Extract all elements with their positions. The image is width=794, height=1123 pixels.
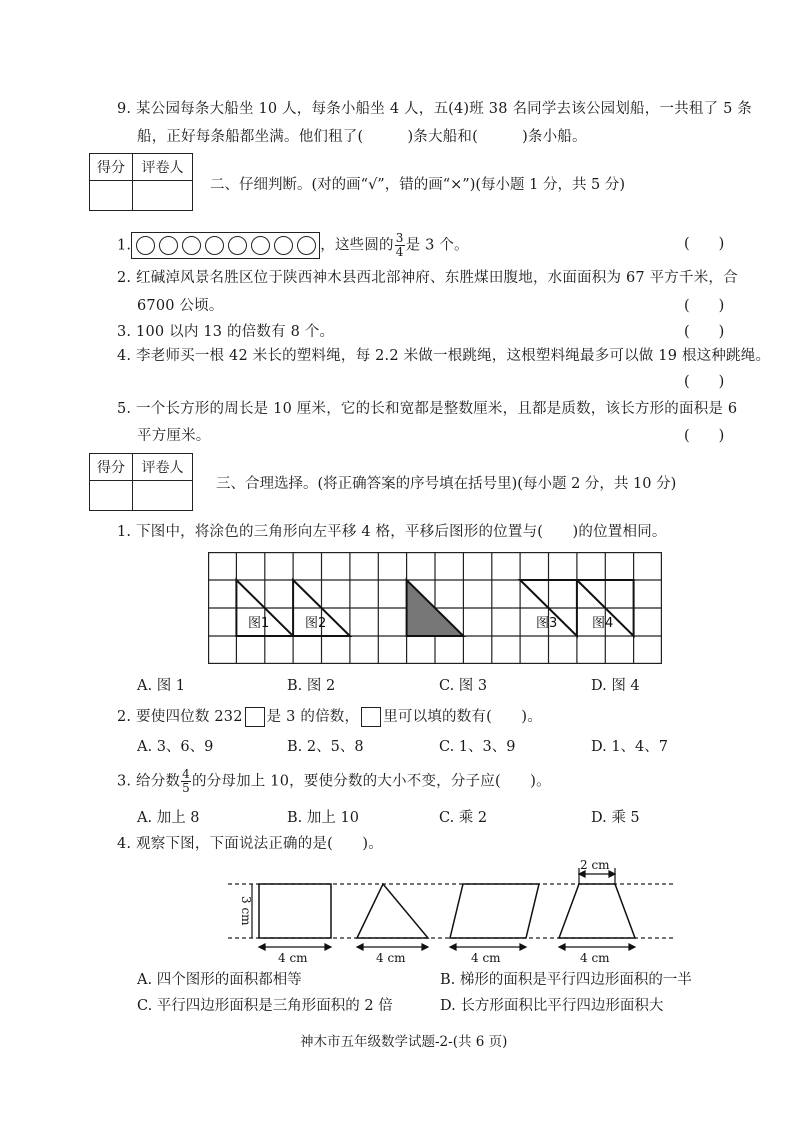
section3-title: 三、合理选择。(将正确答案的序号填在括号里)(每小题 2 分，共 10 分) <box>216 476 677 492</box>
sec3-q1-option-d[interactable]: D. 图 4 <box>591 678 640 694</box>
height-label: 3 cm <box>239 896 253 926</box>
sec2-q2-line-2: 6700 公顷。 <box>137 298 224 314</box>
translation-grid-figure <box>208 552 662 664</box>
circles-box <box>131 232 320 259</box>
sec2-q5-line-2: 平方厘米。 <box>137 428 211 444</box>
answer-paren-3[interactable]: ( ) <box>684 324 725 340</box>
grader-cell[interactable] <box>133 481 193 511</box>
sec2-q1-num: 1. <box>117 237 132 254</box>
sec2-q1 <box>117 232 469 259</box>
sec3-q2-text-c: 里可以填的数有( )。 <box>383 709 542 725</box>
sec3-q1-option-c[interactable]: C. 图 3 <box>439 678 488 694</box>
sec2-q3: 3. 100 以内 13 的倍数有 8 个。 <box>117 324 335 340</box>
circle-7 <box>274 236 293 255</box>
label-fig1: 图1 <box>248 616 270 631</box>
page-footer: 神木市五年级数学试题-2-(共 6 页) <box>300 1034 508 1050</box>
triangle-shape <box>357 884 428 938</box>
base-label-parallelogram: 4 cm <box>471 951 501 965</box>
sec3-q3-option-d[interactable]: D. 乘 5 <box>591 810 640 826</box>
blank-box <box>361 707 381 727</box>
fraction-4-5: $\frac{4}{5}$ <box>182 767 190 795</box>
circle-6 <box>251 236 270 255</box>
base-label-rect: 4 cm <box>278 951 308 965</box>
shapes-area-figure <box>228 858 682 970</box>
circle-1 <box>136 236 155 255</box>
base-label-trapezoid: 4 cm <box>580 951 610 965</box>
sec3-q3-text-b: 的分母加上 10，要使分数的大小不变，分子应( )。 <box>192 773 551 790</box>
sec3-q4-option-a[interactable]: A. 四个图形的面积都相等 <box>137 972 302 988</box>
q9-line-2: 船，正好每条船都坐满。他们租了( )条大船和( )条小船。 <box>137 129 587 145</box>
sec3-q4-option-b[interactable]: B. 梯形的面积是平行四边形面积的一半 <box>440 972 692 988</box>
top-label-trapezoid: 2 cm <box>580 858 610 872</box>
score-label: 得分 <box>90 154 133 181</box>
label-fig2: 图2 <box>305 616 327 631</box>
sec2-q1-text-before: ，这些圆的 <box>320 237 394 254</box>
score-label: 得分 <box>90 454 133 481</box>
circle-5 <box>228 236 247 255</box>
sec3-q3-option-c[interactable]: C. 乘 2 <box>439 810 488 826</box>
sec3-q4-option-d[interactable]: D. 长方形面积比平行四边形面积大 <box>440 998 664 1014</box>
sec3-q1: 1. 下图中，将涂色的三角形向左平移 4 格，平移后图形的位置与( )的位置相同。 <box>117 524 667 540</box>
fraction-3-4: $\frac{3}{4}$ <box>395 231 404 259</box>
sec3-q4-option-c[interactable]: C. 平行四边形面积是三角形面积的 2 倍 <box>137 998 393 1014</box>
parallelogram-shape <box>450 884 539 938</box>
sec3-q3-option-b[interactable]: B. 加上 10 <box>287 810 359 826</box>
circle-2 <box>159 236 178 255</box>
label-fig3: 图3 <box>536 616 558 631</box>
circle-8 <box>297 236 316 255</box>
trapezoid-shape <box>559 884 635 938</box>
grader-label: 评卷人 <box>133 454 193 481</box>
sec3-q2-option-d[interactable]: D. 1、4、7 <box>591 739 669 755</box>
label-fig4: 图4 <box>592 616 614 631</box>
sec2-q2-line-1: 2. 红碱淖风景名胜区位于陕西神木县西北部神府、东胜煤田腹地，水面面积为 67 平方千米，合 <box>117 270 738 286</box>
grader-cell[interactable] <box>133 181 193 211</box>
score-box-sec3 <box>89 453 193 511</box>
base-label-triangle: 4 cm <box>376 951 406 965</box>
sec3-q3 <box>117 768 551 795</box>
sec2-q4: 4. 李老师买一根 42 米长的塑料绳，每 2.2 米做一根跳绳，这根塑料绳最多可以做 19 根这种跳绳。 <box>117 348 771 364</box>
circle-4 <box>205 236 224 255</box>
sec3-q2-option-a[interactable]: A. 3、6、9 <box>137 739 214 755</box>
q9-line-1: 9. 某公园每条大船坐 10 人，每条小船坐 4 人，五(4)班 38 名同学去该公园划船，一共租了 5 条 <box>117 101 753 117</box>
sec3-q4: 4. 观察下图，下面说法正确的是( )。 <box>117 836 383 852</box>
sec3-q2-option-b[interactable]: B. 2、5、8 <box>287 739 364 755</box>
sec3-q2-text-b: 是 3 的倍数， <box>266 709 360 725</box>
sec3-q2 <box>117 706 542 728</box>
sec2-q1-text-after: 是 3 个。 <box>405 237 469 254</box>
score-box-sec2 <box>89 153 193 211</box>
sec3-q2-text-a: 2. 要使四位数 232 <box>117 709 243 725</box>
sec3-q3-option-a[interactable]: A. 加上 8 <box>137 810 200 826</box>
sec3-q1-option-b[interactable]: B. 图 2 <box>287 678 336 694</box>
answer-paren-4[interactable]: ( ) <box>684 374 725 390</box>
circle-3 <box>182 236 201 255</box>
score-cell[interactable] <box>90 181 133 211</box>
sec3-q2-option-c[interactable]: C. 1、3、9 <box>439 739 516 755</box>
section2-title: 二、仔细判断。(对的画“√”，错的画“×”)(每小题 1 分，共 5 分) <box>210 177 626 193</box>
blank-box[interactable] <box>245 707 265 727</box>
answer-paren-2[interactable]: ( ) <box>684 298 725 314</box>
grader-label: 评卷人 <box>133 154 193 181</box>
sec3-q1-option-a[interactable]: A. 图 1 <box>137 678 186 694</box>
answer-paren-5[interactable]: ( ) <box>684 428 725 444</box>
answer-paren-1[interactable]: ( ) <box>684 236 725 252</box>
rectangle-shape <box>259 884 331 938</box>
sec3-q3-text-a: 3. 给分数 <box>117 773 181 790</box>
score-cell[interactable] <box>90 481 133 511</box>
sec2-q5-line-1: 5. 一个长方形的周长是 10 厘米，它的长和宽都是整数厘米，且都是质数，该长方形的面积是 6 <box>117 401 738 417</box>
